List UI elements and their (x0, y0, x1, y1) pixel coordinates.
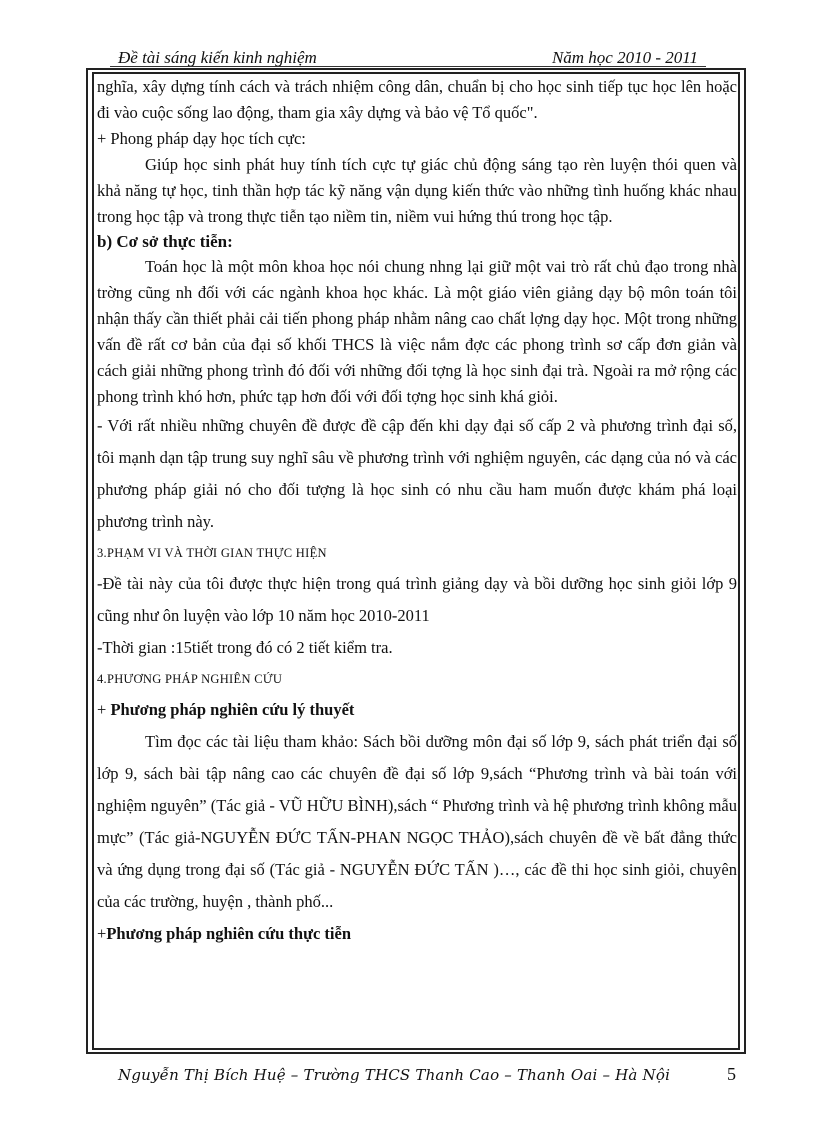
footer-author: Nguyễn Thị Bích Huệ – Trường THCS Thanh Cao – Thanh Oai – Hà Nội (118, 1066, 671, 1084)
page-footer (118, 1064, 736, 1088)
section-heading-scope: 3.PHẠM VI VÀ THỜI GIAN THỰC HIỆN (97, 546, 327, 560)
paragraph-references: Tìm đọc các tài liệu tham khảo: Sách bồi dưỡng môn đại số lớp 9, sách phát triển đại số lớp 9, sách bài tập nâng cao các chuyên đề đại số lớp 9,sách “Phương trình và bài toán với nghiệm nguyên” (Tác giả - VŨ HỮU BÌNH),sách “ Phương trình và hệ phương trình không mẫu mực” (Tác giả-NGUYỄN ĐỨC TẤN-PHAN NGỌC THẢO),sách chuyên đề về bất đẳng thức và ứng dụng trong đại số (Tác giả - NGUYỄN ĐỨC TẤN )…, các đề thi học sinh giỏi, chuyên của các trường, huyện , thành phố... (97, 732, 737, 911)
paragraph-practical-basis: Toán học là một môn khoa học nói chung nhng lại giữ một vai trò rất chủ đạo trong nhà trờng cũng nh đối với các ngành khoa học khác. Là một giáo viên giảng dạy bộ môn toán tôi nhận thấy cần thiết phải cải tiến phong pháp nhằm nâng cao chất lợng dạy học. Một trong những vấn đề rất cơ bản của đại số khối THCS là việc nắm đợc các phong trình sơ cấp đơn giản và cách giải những phong trình đó đối với những đối tợng là học sinh đại trà. Ngoài ra mở rộng các phong trình khó hơn, phức tạp hơn đối với đối tợng học sinh khá giỏi. (97, 257, 737, 406)
paragraph-scope: -Đề tài này của tôi được thực hiện trong quá trình giảng dạy và bồi dưỡng học sinh giỏi lớp 9 cũng như ôn luyện vào lớp 10 năm học 2010-2011 (97, 574, 737, 625)
page-body (97, 74, 737, 950)
paragraph-duration: -Thời gian :15tiết trong đó có 2 tiết kiểm tra. (97, 638, 393, 657)
paragraph-active-method-label: + Phong pháp dạy học tích cực: (97, 129, 306, 148)
subheading-practice-method (97, 918, 737, 950)
paragraph-active-method: Giúp học sinh phát huy tính tích cực tự giác chủ động sáng tạo rèn luyện thói quen và khả năng tự học, tinh thần hợp tác kỹ năng vận dụng kiến thức vào những tình huống khác nhau trong học tập và trong thực tiễn tạo niềm tin, niềm vui hứng thú trong học tập. (97, 155, 737, 226)
header-title: Đề tài sáng kiến kinh nghiệm (118, 48, 317, 67)
page-number: 5 (727, 1064, 736, 1084)
section-heading-methods: 4.PHƯƠNG PHÁP NGHIÊN CỨU (97, 672, 283, 686)
header-rule (110, 66, 706, 67)
subheading-practice-label: Phương pháp nghiên cứu thực tiễn (106, 924, 352, 943)
paragraph-education-goals: nghĩa, xây dựng tính cách và trách nhiệm công dân, chuẩn bị cho học sinh tiếp tục học lên hoặc đi vào cuộc sống lao động, tham gia xây dựng và bảo vệ Tổ quốc". (97, 77, 737, 122)
header-school-year: Năm học 2010 - 2011 (551, 48, 698, 67)
subheading-theory-method (97, 694, 737, 726)
subheading-prefix: + (97, 924, 107, 943)
paragraph-topic-focus: - Với rất nhiều những chuyên đề được đề cập đến khi dạy đại số cấp 2 và phương trình đại số, tôi mạnh dạn tập trung suy nghĩ sâu về phương trình với nghiệm nguyên, các dạng của nó và các phương pháp giải nó cho đối tượng là học sinh có nhu cầu ham muốn được khám phá loại phương trình này. (97, 416, 737, 531)
subheading-theory-label: Phương pháp nghiên cứu lý thuyết (110, 700, 355, 719)
subheading-prefix: + (97, 700, 111, 719)
section-heading-practical-basis: b) Cơ sở thực tiễn: (97, 232, 233, 251)
